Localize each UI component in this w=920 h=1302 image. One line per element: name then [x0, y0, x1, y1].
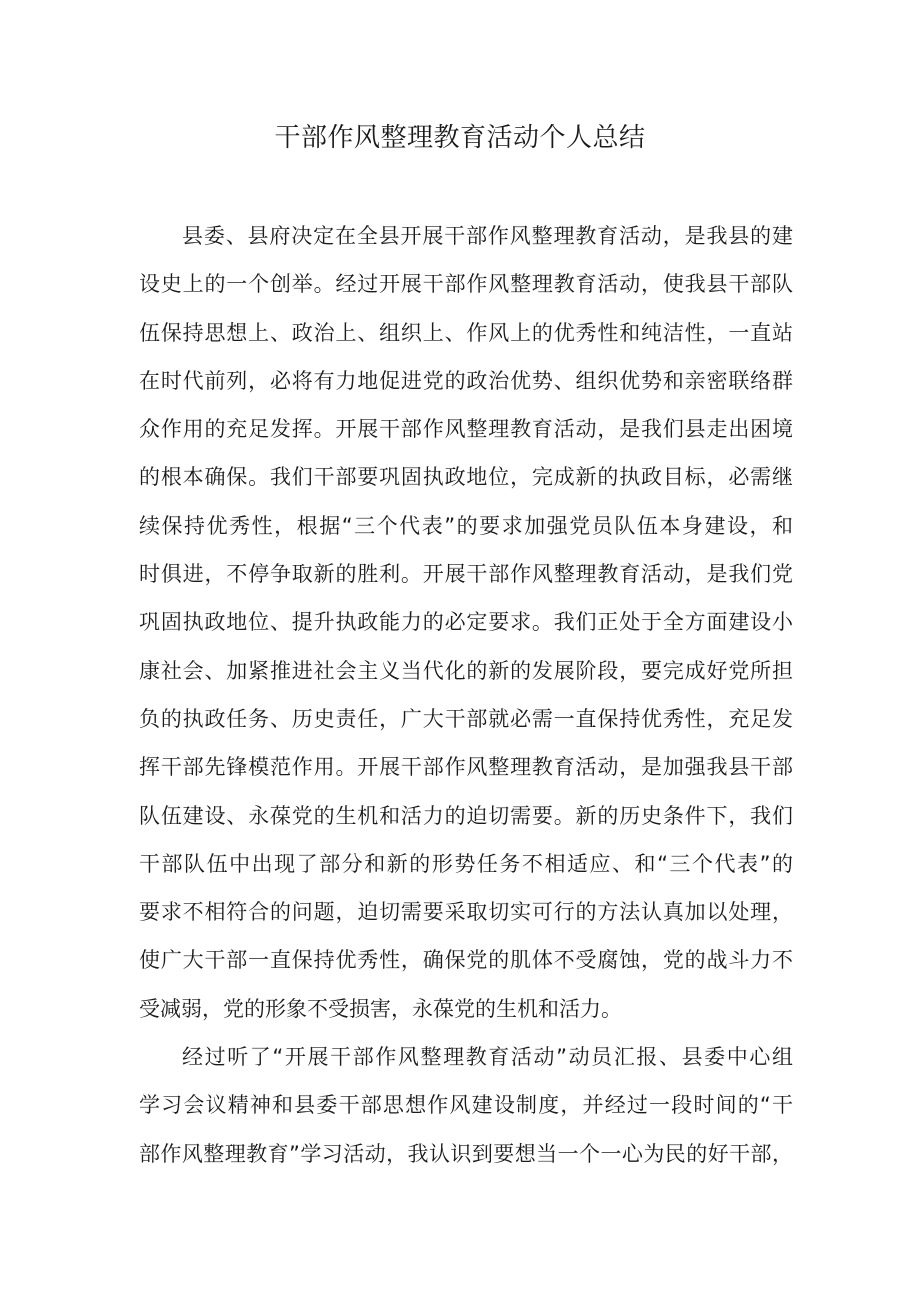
paragraph-2: [139, 1033, 793, 1178]
text-line: 挥干部先锋模范作用。开展干部作风整理教育活动，是加强我县干部: [139, 755, 793, 780]
text-line: 巩固执政地位、提升执政能力的必定要求。我们正处于全方面建设小: [139, 610, 793, 635]
text-line: 众作用的充足发挥。开展干部作风整理教育活动，是我们县走出困境: [139, 417, 793, 442]
text-line: 经过听了“开展干部作风整理教育活动”动员汇报、县委中心组: [182, 1045, 793, 1070]
document-body: [139, 212, 793, 1178]
text-line: 时俱进，不停争取新的胜利。开展干部作风整理教育活动，是我们党: [139, 562, 793, 587]
text-line: 受减弱，党的形象不受损害，永葆党的生机和活力。: [139, 996, 622, 1021]
text-line: 要求不相符合的问题，迫切需要采取切实可行的方法认真加以处理，: [139, 900, 793, 925]
document-title: 干部作风整理教育活动个人总结: [274, 123, 646, 153]
text-line: 在时代前列，必将有力地促进党的政治优势、组织优势和亲密联络群: [139, 368, 793, 393]
text-line: 使广大干部一直保持优秀性，确保党的肌体不受腐蚀，党的战斗力不: [139, 948, 793, 973]
text-line: 康社会、加紧推进社会主义当代化的新的发展阶段，要完成好党所担: [139, 658, 793, 683]
text-line: 县委、县府决定在全县开展干部作风整理教育活动，是我县的建: [182, 224, 793, 248]
text-line: 干部队伍中出现了部分和新的形势任务不相适应、和“三个代表”的: [139, 851, 793, 876]
text-line: 负的执政任务、历史责任，广大干部就必需一直保持优秀性，充足发: [139, 706, 793, 731]
text-line: 部作风整理教育”学习活动，我认识到要想当一个一心为民的好干部，: [139, 1141, 793, 1166]
text-line: 的根本确保。我们干部要巩固执政地位，完成新的执政目标，必需继: [139, 465, 793, 490]
text-line: 伍保持思想上、政治上、组织上、作风上的优秀性和纯洁性，一直站: [139, 320, 793, 345]
text-line: 续保持优秀性，根据“三个代表”的要求加强党员队伍本身建设，和: [139, 513, 793, 538]
paragraph-1: [139, 212, 793, 1033]
text-line: 学习会议精神和县委干部思想作风建设制度，并经过一段时间的“干: [139, 1093, 793, 1118]
text-line: 设史上的一个创举。经过开展干部作风整理教育活动，使我县干部队: [139, 272, 793, 297]
text-line: 队伍建设、永葆党的生机和活力的迫切需要。新的历史条件下，我们: [139, 803, 793, 828]
